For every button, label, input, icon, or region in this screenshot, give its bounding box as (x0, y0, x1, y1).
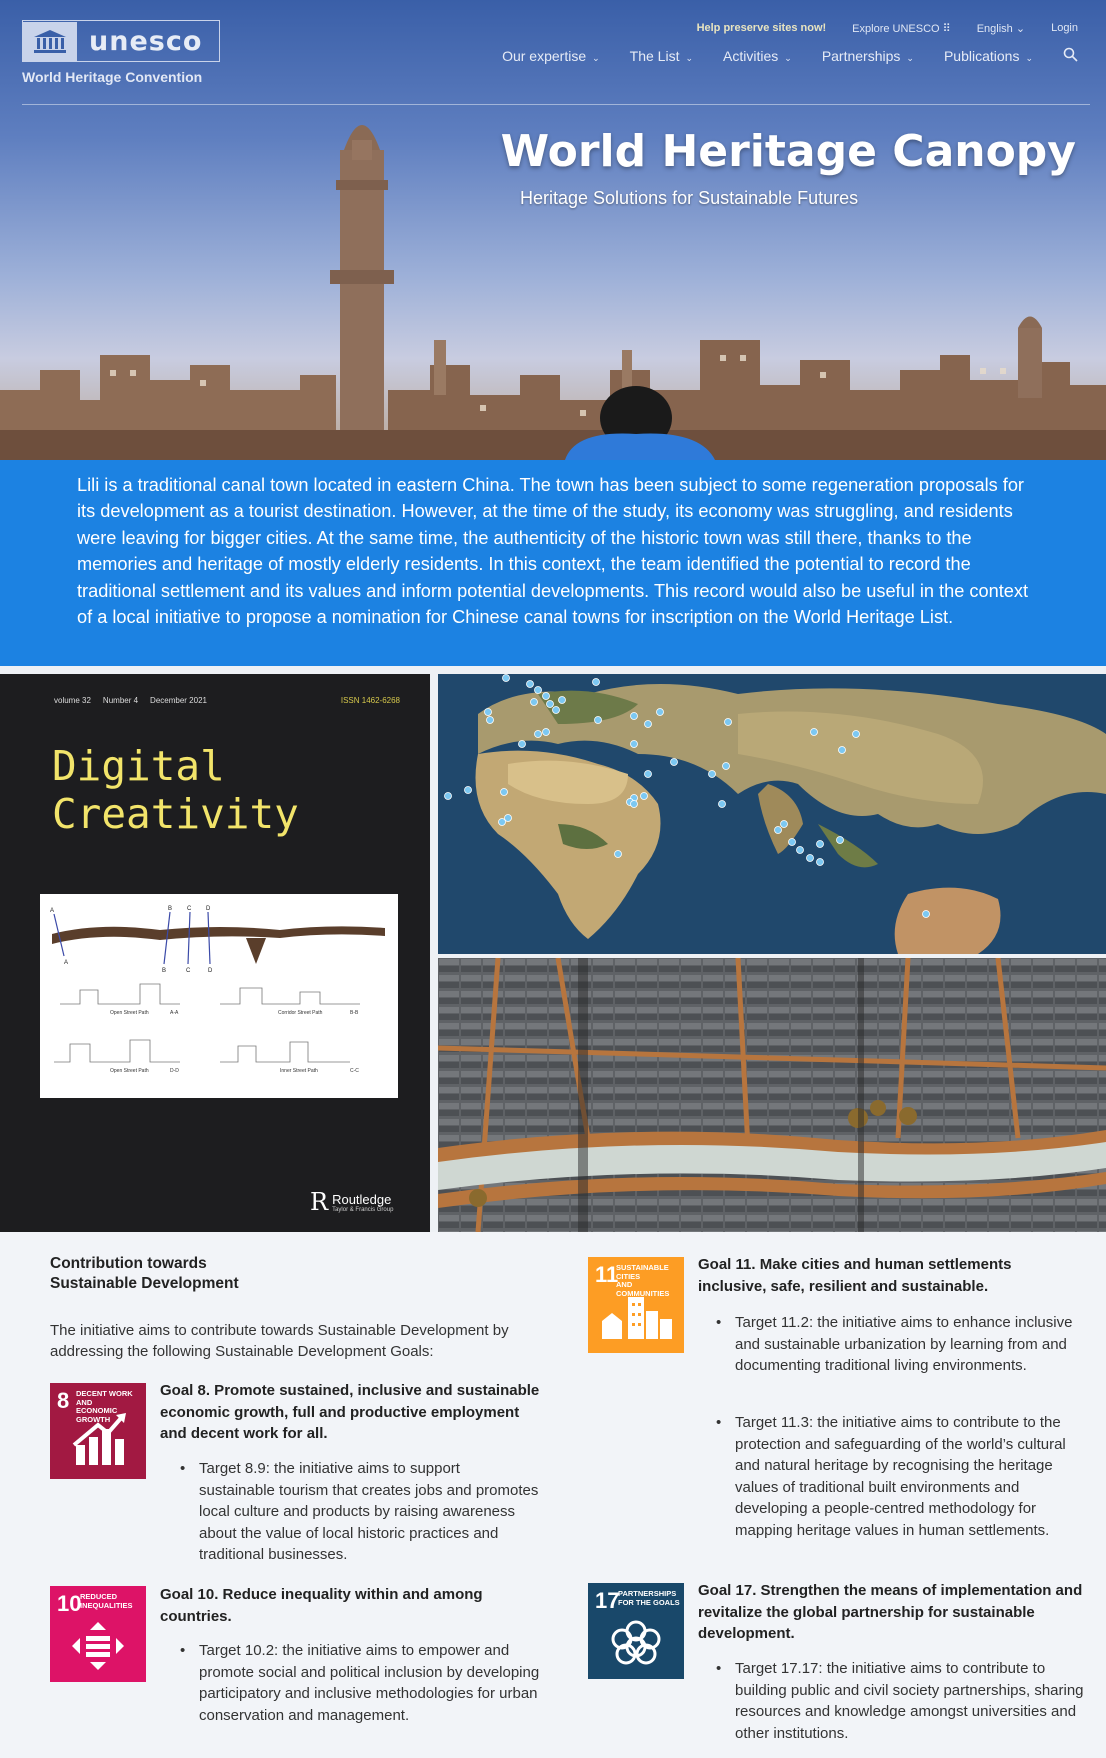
goal-label-line: REDUCED (80, 1592, 118, 1601)
journal-title-line: Creativity (52, 790, 299, 838)
journal-issn: ISSN 1462-6268 (340, 696, 400, 705)
logo-wordmark: unesco (89, 25, 203, 57)
chevron-down-icon: ⌄ (906, 53, 914, 63)
figure-label: C (187, 906, 192, 912)
city-buildings-icon (588, 1257, 684, 1353)
nav-label: Partnerships (821, 48, 901, 64)
figure-label: D (206, 906, 211, 912)
goal-number: 11 (595, 1262, 619, 1287)
world-heritage-map (438, 674, 1106, 954)
journal-volume: volume 32 (54, 696, 91, 705)
goal-target: • Target 10.2: the initiative aims to empower and promote social and political inclusion by developing participatory and inclusive methodologies for urban conservation and management. (180, 1640, 540, 1726)
figure-label: C (186, 968, 191, 974)
nav-item-list[interactable] (630, 48, 693, 64)
figure-label: A (50, 908, 55, 914)
goal-label-line: ECONOMIC GROWTH (76, 1406, 118, 1424)
intro-panel (0, 460, 1106, 666)
figure-label: B (162, 968, 167, 974)
unesco-logo[interactable] (22, 20, 220, 62)
journal-cover (0, 674, 430, 1232)
journal-number: Number 4 (102, 696, 139, 705)
sdg-17-icon (588, 1583, 684, 1679)
publisher-name: Routledge (332, 1191, 392, 1207)
nav-label: Activities (723, 48, 779, 64)
canal-town-aerial-photo (438, 958, 1106, 1232)
nav-item-activities[interactable] (723, 48, 792, 64)
utility-nav (697, 22, 1078, 35)
chevron-down-icon: ⌄ (1025, 53, 1033, 63)
figure-caption: Open Street Path (110, 1068, 149, 1074)
growth-chart-icon (50, 1383, 146, 1479)
goal-title: Goal 17. Strengthen the means of implementation and revitalize the global partnership for sustainable development. (698, 1582, 1083, 1642)
equality-icon (50, 1586, 146, 1682)
chevron-down-icon: ⌄ (1015, 23, 1026, 35)
publisher-logo (310, 1188, 393, 1216)
goal-title: Goal 10. Reduce inequality within and among countries. (160, 1586, 483, 1625)
intro-text: Lili is a traditional canal town located in eastern China. The town has been subject to some regeneration proposals for its development as a tourist destination. However, at the time of the study, its economy was struggling, and residents were leaving for bigger cities. At the same time, the authenticity of the historic town was still there, thanks to the memories and heritage of mostly elderly residents. In this context, the team identified the potential to record the traditional settlement and its values and inform potential developments. This record would also be useful in the context of a local initiative to propose a nomination for Chinese canal towns for inscription on the World Heritage List. (77, 475, 1029, 628)
section-title-line: Contribution towards (50, 1255, 207, 1272)
nav-label: The List (629, 48, 680, 64)
chevron-down-icon: ⌄ (784, 53, 792, 63)
nav-label: Publications (943, 48, 1020, 64)
explore-label: Explore UNESCO (852, 23, 940, 35)
sdg-8-icon (50, 1383, 146, 1479)
hero-banner (0, 0, 1106, 460)
publisher-subname: Taylor & Francis Group (332, 1206, 394, 1213)
nav-label: Our expertise (502, 48, 587, 64)
figure-caption: Open Street Path (110, 1010, 149, 1016)
figure-caption: Corridor Street Path (278, 1010, 323, 1016)
figure-caption: Inner Street Path (280, 1068, 318, 1074)
goal-label-line: AND COMMUNITIES (616, 1280, 670, 1298)
nav-item-expertise[interactable] (502, 48, 600, 64)
goal-label-line: SUSTAINABLE CITIES (616, 1263, 669, 1281)
chevron-down-icon: ⌄ (685, 53, 694, 63)
goal-target: • Target 11.2: the initiative aims to enhance inclusive and sustainable urbanization by learning from and documenting traditional living environments. (716, 1312, 1086, 1377)
main-nav (502, 47, 1078, 65)
figure-label: B (168, 906, 173, 912)
explore-link[interactable] (852, 22, 951, 35)
goal-target: • Target 8.9: the initiative aims to support sustainable tourism that creates jobs and promotes local culture and products by raising awareness about the value of local historic practices and traditional businesses. (180, 1458, 540, 1566)
goal-label-line: FOR THE GOALS (618, 1597, 680, 1607)
goal-label-line: INEQUALITIES (80, 1600, 133, 1610)
nav-divider (22, 104, 1090, 105)
login-link[interactable]: Login (1051, 22, 1078, 34)
routledge-r-icon: R (310, 1188, 329, 1216)
donate-link[interactable]: Help preserve sites now! (696, 22, 827, 34)
nav-item-publications[interactable] (944, 48, 1033, 64)
chevron-down-icon: ⌄ (592, 53, 600, 63)
section-title-line: Sustainable Development (50, 1275, 239, 1292)
logo-subtitle: World Heritage Convention (22, 69, 203, 85)
figure-label: A (64, 960, 69, 966)
hero-title: World Heritage Canopy (500, 126, 1076, 177)
language-label: English (976, 23, 1013, 35)
section-drawings-figure (40, 894, 398, 1098)
nav-item-partnerships[interactable] (822, 48, 914, 64)
sdg-section (0, 1232, 1106, 1758)
goal-target: • Target 17.17: the initiative aims to contribute to building public and civil society partnerships, sharing resources and knowledge amongst universities and other institutions. (716, 1658, 1086, 1744)
goal-number: 10 (57, 1591, 82, 1616)
search-icon[interactable] (1063, 47, 1078, 65)
journal-meta (54, 696, 207, 705)
figure-caption: D-D (170, 1068, 179, 1074)
grid-icon: ⠿ (942, 23, 951, 35)
language-selector[interactable] (977, 22, 1025, 35)
section-intro: The initiative aims to contribute towards Sustainable Development by addressing the following Sustainable Development Goals: (50, 1322, 509, 1360)
journal-title-line: Digital (52, 742, 225, 790)
sdg-10-icon (50, 1586, 146, 1682)
hero-subtitle: Heritage Solutions for Sustainable Futures (520, 188, 859, 208)
goal-number: 17 (595, 1588, 620, 1613)
goal-title: Goal 11. Make cities and human settlements inclusive, safe, resilient and sustainable. (698, 1256, 1012, 1295)
partnership-flower-icon (588, 1583, 684, 1679)
journal-date: December 2021 (150, 696, 207, 705)
goal-title: Goal 8. Promote sustained, inclusive and sustainable economic growth, full and productive employment and decent work for all. (160, 1382, 540, 1442)
figure-label: D (208, 968, 213, 974)
section-title (50, 1254, 239, 1294)
goal-number: 8 (57, 1388, 70, 1413)
figure-caption: A-A (170, 1010, 179, 1016)
sdg-11-icon (588, 1257, 684, 1353)
figure-caption: B-B (350, 1010, 359, 1016)
goal-target: • Target 11.3: the initiative aims to contribute to the protection and safeguarding of the world’s cultural and natural heritage by recognising the heritage values of traditional built environments and developing a people-centred methodology for mapping heritage values in human settlements. (716, 1412, 1086, 1542)
goal-label-line: PARTNERSHIPS (618, 1589, 677, 1598)
figure-caption: C-C (350, 1068, 359, 1074)
temple-icon (23, 22, 77, 61)
image-gallery (0, 670, 1106, 1232)
journal-title (52, 742, 299, 838)
goal-label-line: DECENT WORK AND (76, 1389, 133, 1407)
